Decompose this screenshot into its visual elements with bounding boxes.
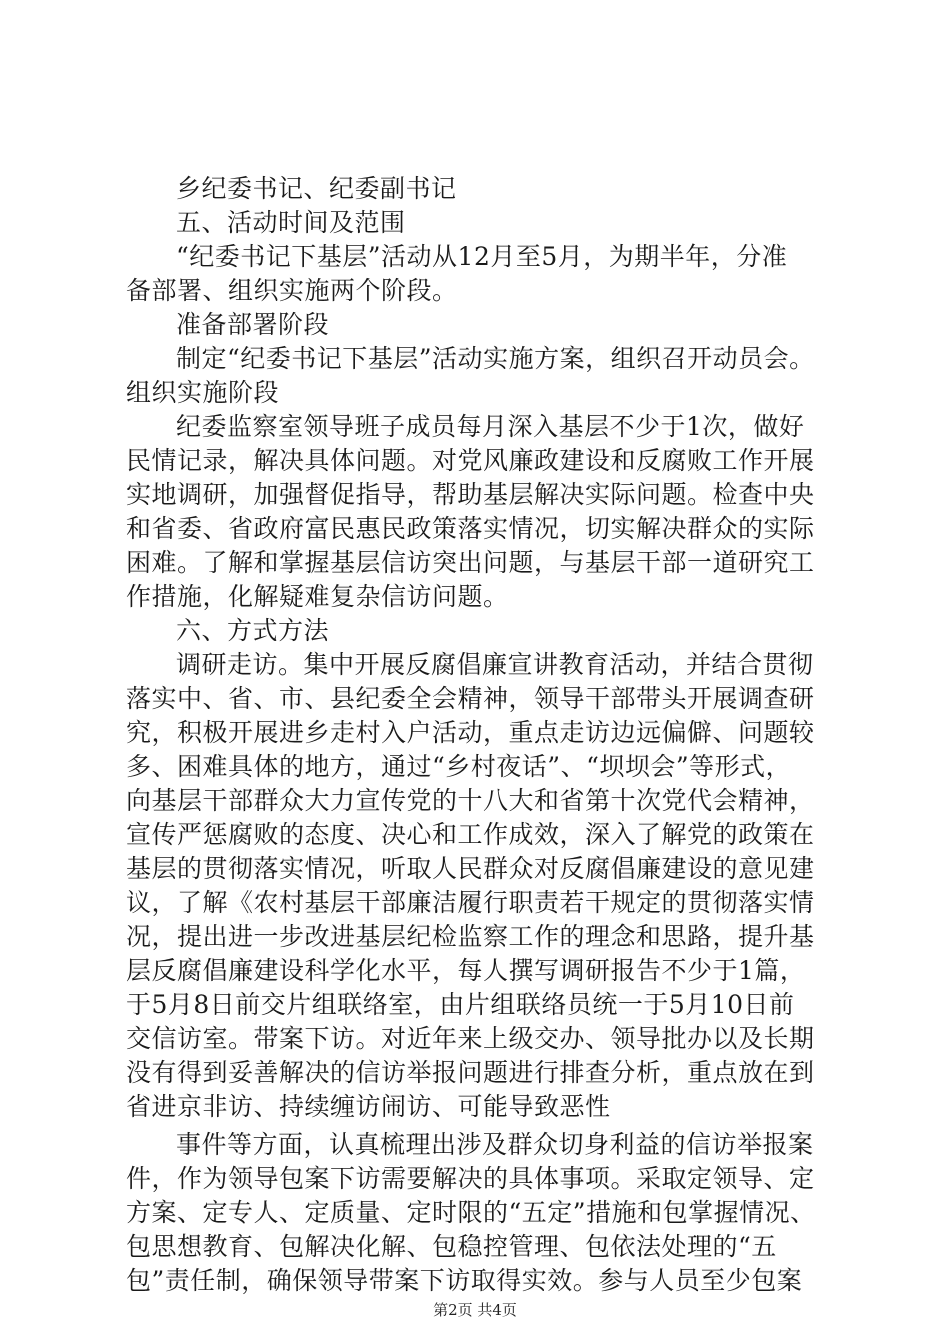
text-line: 包思想教育、包解决化解、包稳控管理、包依法处理的“五 [126,1232,777,1261]
text-line: 基层的贯彻落实情况，听取人民群众对反腐倡廉建设的意见建 [126,854,815,883]
text-line: 议，了解《农村基层干部廉洁履行职责若干规定的贯彻落实情 [126,888,815,917]
text-line: 省进京非访、持续缠访闹访、可能导致恶性 [126,1092,611,1121]
text-line: 于5月8日前交片组联络室，由片组联络员统一于5月10日前 [126,990,795,1019]
text-line: 究，积极开展进乡走村入户活动，重点走访边远偏僻、问题较 [126,718,815,747]
text-line: 况，提出进一步改进基层纪检监察工作的理念和思路，提升基 [126,922,815,951]
text-line: 调研走访。集中开展反腐倡廉宣讲教育活动，并结合贯彻 [176,650,814,679]
text-line: 作措施，化解疑难复杂信访问题。 [126,582,509,611]
text-line: 乡纪委书记、纪委副书记 [176,174,457,203]
page-number-footer: 第2页 共4页 [433,1301,517,1319]
text-line: 实地调研，加强督促指导，帮助基层解决实际问题。检查中央 [126,480,815,509]
text-line: 没有得到妥善解决的信访举报问题进行排查分析，重点放在到 [126,1058,815,1087]
text-line: 向基层干部群众大力宣传党的十八大和省第十次党代会精神， [126,786,815,815]
subsection-heading: 准备部署阶段 [176,310,330,339]
text-line: 困难。了解和掌握基层信访突出问题，与基层干部一道研究工 [126,548,815,577]
text-line: 方案、定专人、定质量、定时限的“五定”措施和包掌握情况、 [126,1198,816,1227]
text-line: 事件等方面，认真梳理出涉及群众切身利益的信访举报案 [176,1130,814,1159]
text-line: 纪委监察室领导班子成员每月深入基层不少于1次，做好 [176,412,805,441]
subsection-heading: 组织实施阶段 [126,378,280,407]
text-line: 包”责任制，确保领导带案下访取得实效。参与人员至少包案 [126,1266,803,1295]
text-line: 制定“纪委书记下基层”活动实施方案，组织召开动员会。 [176,344,815,373]
section-heading: 六、方式方法 [176,616,330,645]
text-line: 多、困难具体的地方，通过“乡村夜话”、“坝坝会”等形式， [126,752,792,781]
section-heading: 五、活动时间及范围 [176,208,406,237]
text-line: 民情记录，解决具体问题。对党风廉政建设和反腐败工作开展 [126,446,815,475]
text-line: 备部署、组织实施两个阶段。 [126,276,458,305]
text-line: 宣传严惩腐败的态度、决心和工作成效，深入了解党的政策在 [126,820,815,849]
text-line: 和省委、省政府富民惠民政策落实情况，切实解决群众的实际 [126,514,815,543]
text-line: 层反腐倡廉建设科学化水平，每人撰写调研报告不少于1篇， [126,956,806,985]
text-line: 交信访室。带案下访。对近年来上级交办、领导批办以及长期 [126,1024,815,1053]
text-line: 件，作为领导包案下访需要解决的具体事项。采取定领导、定 [126,1164,815,1193]
text-line: 落实中、省、市、县纪委全会精神，领导干部带头开展调查研 [126,684,815,713]
text-line: “纪委书记下基层”活动从12月至5月，为期半年，分准 [176,242,788,271]
